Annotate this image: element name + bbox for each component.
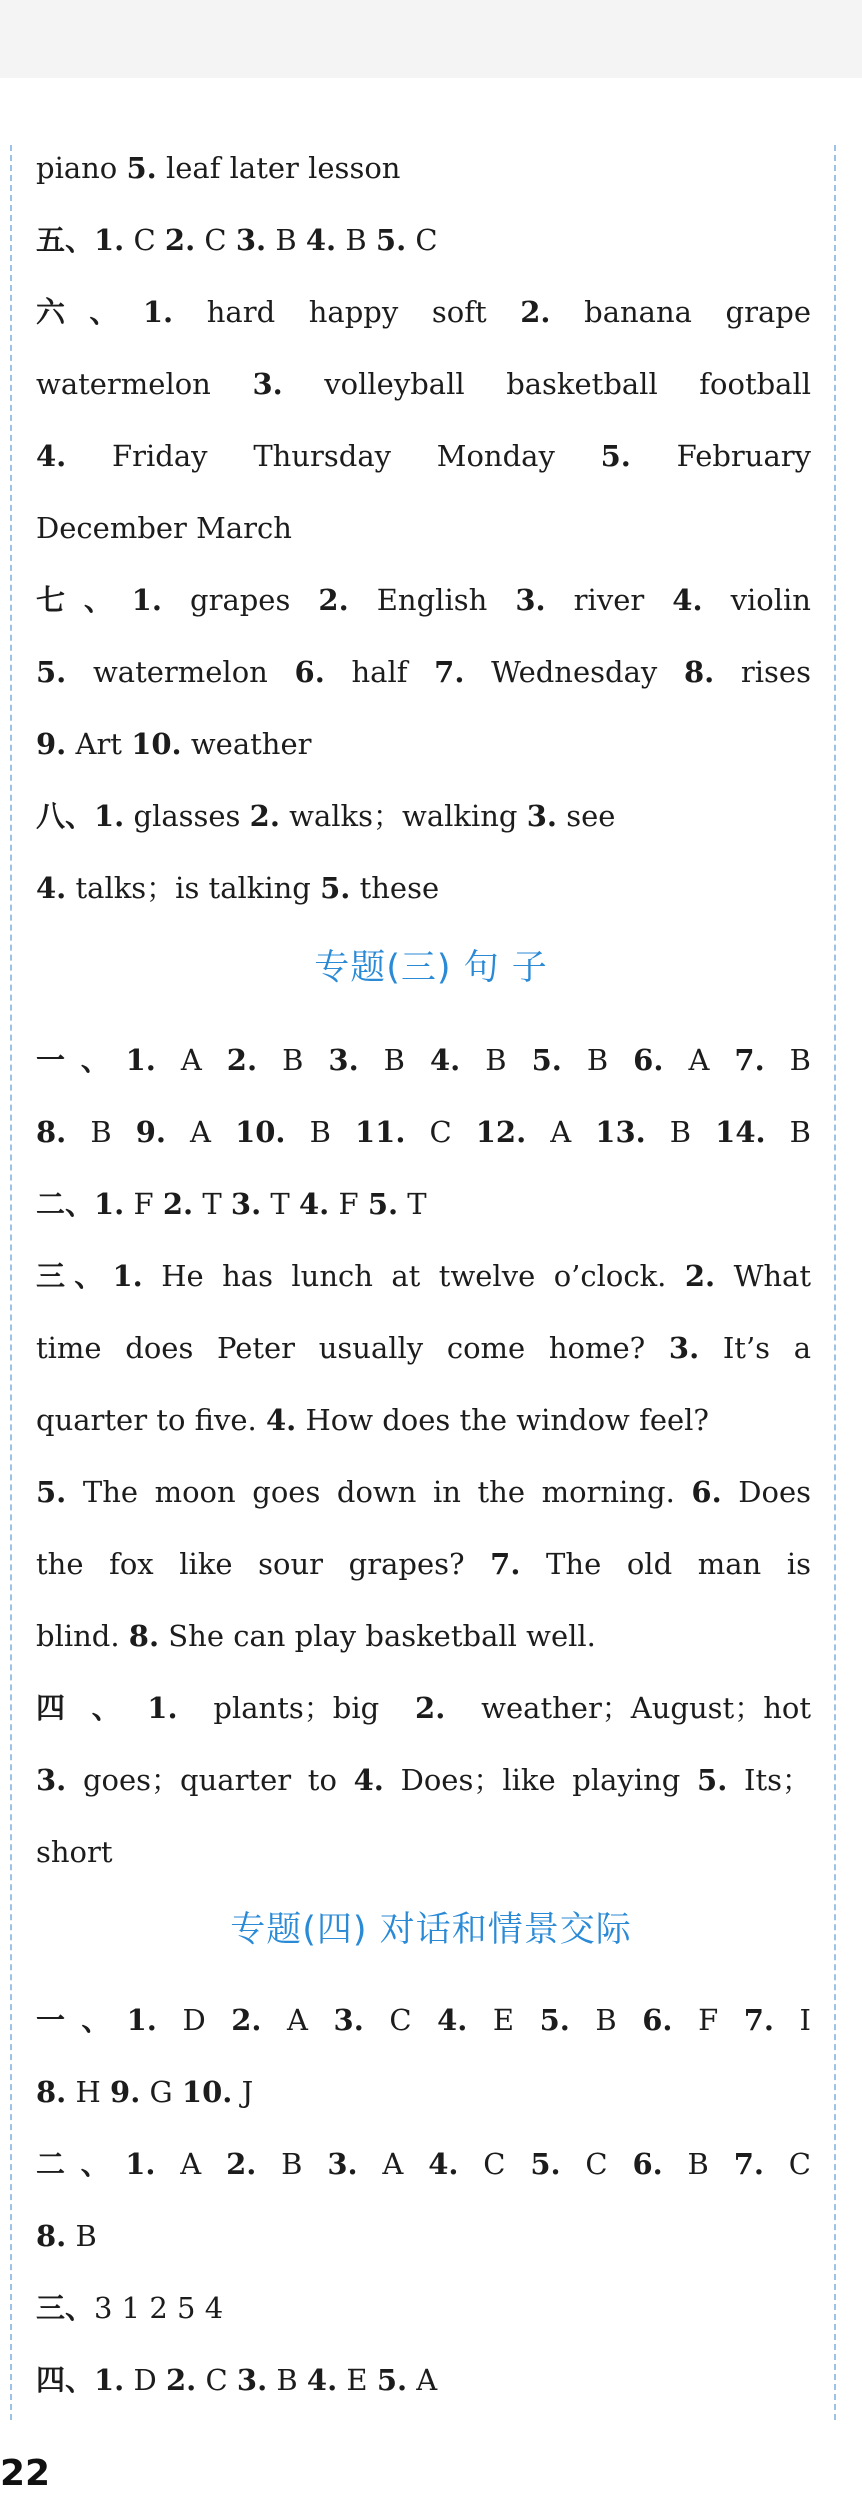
top-margin xyxy=(0,0,862,78)
answer-line: 5. The moon goes down in the morning. 6. Does xyxy=(36,1475,811,1509)
answer-line: 三、1. He has lunch at twelve o’clock. 2. What xyxy=(36,1259,812,1293)
answer-line: watermelon 3. volleyball basketball football xyxy=(36,367,811,401)
answer-line: 八、1. glasses 2. walks；walking 3. see xyxy=(36,799,616,833)
answer-line: 一、1. A 2. B 3. B 4. B 5. B 6. A 7. B xyxy=(36,1043,811,1077)
answer-line: quarter to five. 4. How does the window feel? xyxy=(36,1403,709,1437)
page-number: 22 xyxy=(0,2453,51,2494)
answer-line: 8. B xyxy=(36,2219,97,2253)
answer-line: blind. 8. She can play basketball well. xyxy=(36,1619,596,1653)
answer-line: short xyxy=(36,1835,113,1869)
answer-line: the fox like sour grapes? 7. The old man is xyxy=(36,1547,811,1581)
answer-line: 8. H 9. G 10. J xyxy=(36,2075,254,2109)
answer-line: 5. watermelon 6. half 7. Wednesday 8. rises xyxy=(36,655,811,689)
answer-line: 4. talks；is talking 5. these xyxy=(36,871,440,905)
answer-line: 五、1. C 2. C 3. B 4. B 5. C xyxy=(36,223,438,257)
answer-line: 二、1. F 2. T 3. T 4. F 5. T xyxy=(36,1187,427,1221)
answer-line: 三、3 1 2 5 4 xyxy=(36,2291,224,2325)
answer-line: time does Peter usually come home? 3. It’s a xyxy=(36,1331,812,1365)
answer-line: 一、1. D 2. A 3. C 4. E 5. B 6. F 7. I xyxy=(36,2003,811,2037)
answer-line: piano 5. leaf later lesson xyxy=(36,151,401,185)
answer-line: 六、1. hard happy soft 2. banana grape xyxy=(36,295,812,329)
section-title: 专题(四) 对话和情景交际 xyxy=(230,1910,632,1950)
answer-line: 二、1. A 2. B 3. A 4. C 5. C 6. B 7. C xyxy=(36,2147,811,2181)
answer-line: 3. goes；quarter to 4. Does；like playing 5. Its； xyxy=(36,1763,811,1797)
left-dashed-rule xyxy=(10,145,12,2420)
answer-line: 四、1. D 2. C 3. B 4. E 5. A xyxy=(36,2363,438,2397)
right-dashed-rule xyxy=(834,145,836,2420)
answer-line: 9. Art 10. weather xyxy=(36,727,312,761)
answer-line: 四、1. plants；big 2. weather；August；hot xyxy=(36,1691,811,1725)
section-title: 专题(三) 句 子 xyxy=(314,948,548,988)
answer-line: 4. Friday Thursday Monday 5. February xyxy=(36,439,811,473)
answer-line: 七、1. grapes 2. English 3. river 4. violin xyxy=(36,583,811,617)
answer-line: 8. B 9. A 10. B 11. C 12. A 13. B 14. B xyxy=(36,1115,811,1149)
answer-line: December March xyxy=(36,511,292,545)
